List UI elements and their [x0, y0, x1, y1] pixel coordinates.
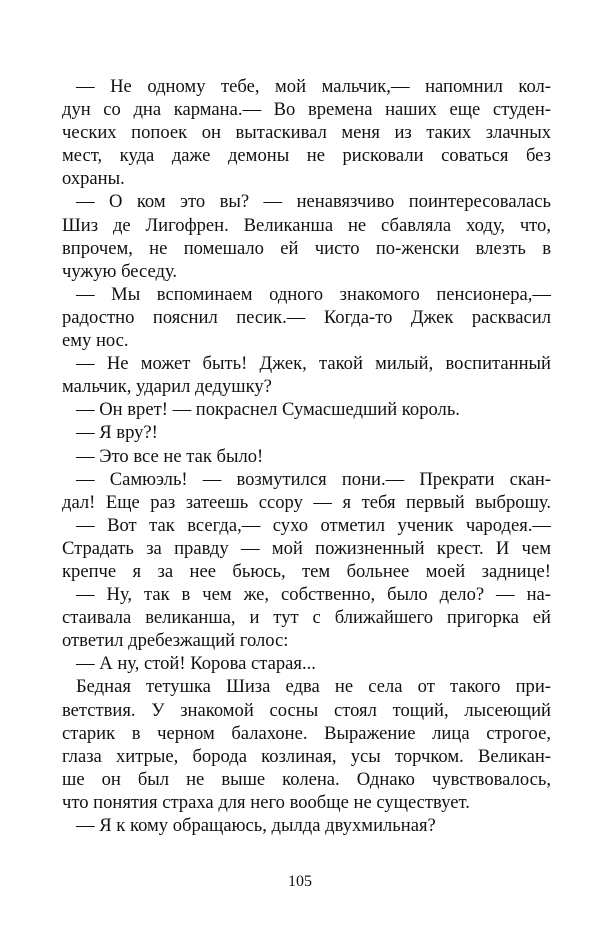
text-line: что понятия страха для него вообще не существует.	[62, 791, 470, 813]
text-line: Шиз де Лигофрен. Великанша не сбавляла ходу, что,	[62, 214, 551, 236]
text-line: ветствия. У знакомой сосны стоял тощий, лысеющий	[62, 699, 551, 721]
text-line: — Не одному тебе, мой мальчик,— напомнил кол-	[76, 76, 551, 97]
text-line: мальчик, ударил дедушку?	[62, 376, 272, 398]
text-line: дал! Еще раз затеешь ссору — я тебя первый выброшу.	[62, 491, 551, 513]
text-line: Бедная тетушка Шиза едва не села от такого при-	[76, 676, 551, 698]
text-line: впрочем, не помешало ей чисто по-женски влезть в	[62, 237, 551, 259]
text-line: крепче я за нее бьюсь, тем больнее моей заднице!	[62, 560, 551, 582]
text-line: — Мы вспоминаем одного знакомого пенсионера,—	[76, 283, 551, 305]
text-line: — Он врет! — покраснел Сумасшедший король.	[76, 399, 460, 421]
text-line: стаивала великанша, и тут с ближайшего пригорка ей	[62, 607, 551, 629]
text-line: старик в черном балахоне. Выражение лица строгое,	[62, 722, 551, 744]
text-line: дун со дна кармана.— Во времена наших еще студен-	[62, 99, 551, 121]
page-body-text	[62, 75, 551, 837]
text-line: Страдать за правду — мой пожизненный крест. И чем	[62, 537, 551, 559]
text-line: охраны.	[62, 168, 125, 190]
text-line: — Это все не так было!	[76, 445, 264, 467]
text-line: глаза хитрые, борода козлиная, усы торчком. Великан-	[62, 745, 551, 767]
text-line: — А ну, стой! Корова старая...	[76, 653, 316, 675]
text-line: — Ну, так в чем же, собственно, было дело? — на-	[76, 584, 551, 606]
page-number: 105	[288, 873, 312, 890]
text-line: — Я к кому обращаюсь, дылда двухмильная?	[76, 815, 436, 836]
text-line: — О ком это вы? — ненавязчиво поинтересовалась	[76, 191, 551, 213]
text-line: ческих попоек он вытаскивал меня из таких злачных	[62, 122, 551, 144]
text-line: — Не может быть! Джек, такой милый, воспитанный	[76, 353, 551, 375]
text-line: — Я вру?!	[76, 422, 158, 444]
text-line: — Самюэль! — возмутился пони.— Прекрати скан-	[76, 468, 551, 490]
text-line: радостно пояснил песик.— Когда-то Джек расквасил	[62, 306, 551, 328]
text-line: чужую беседу.	[62, 260, 178, 282]
text-line: ше он был не выше колена. Однако чувствовалось,	[62, 768, 551, 790]
text-line: ответил дребезжащий голос:	[62, 630, 289, 652]
text-line: мест, куда даже демоны не рисковали соваться без	[62, 145, 551, 167]
text-line: — Вот так всегда,— сухо отметил ученик чародея.—	[76, 514, 551, 536]
text-line: ему нос.	[62, 330, 129, 352]
